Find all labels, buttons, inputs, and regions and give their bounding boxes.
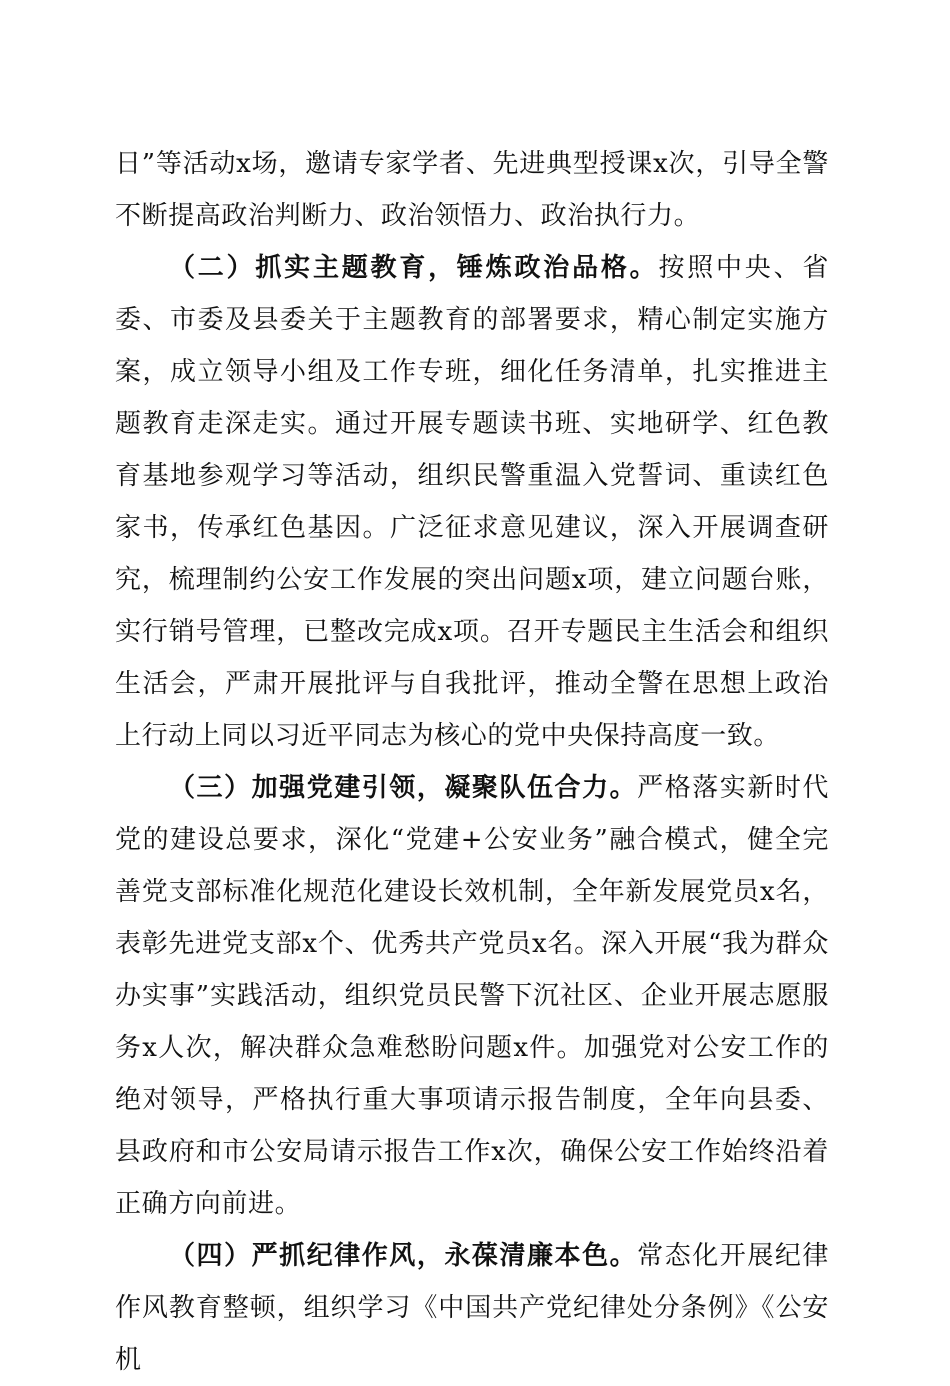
paragraph-section-3 (115, 762, 829, 1230)
section-4-text: 常态化开展纪律作风教育整顿，组织学习《中国共产党纪律处分条例》《公安机 (115, 1241, 830, 1375)
paragraph-section-4 (115, 1230, 829, 1386)
section-2-heading: （二）抓实主题教育，锤炼政治品格。 (169, 253, 659, 283)
document-body (115, 138, 829, 1386)
section-2-text: 按照中央、省委、市委及县委关于主题教育的部署要求，精心制定实施方案，成立领导小组及工作专班，细化任务清单，扎实推进主题教育走深走实。通过开展专题读书班、实地研学、红色教育基地参观学习等活动，组织民警重温入党誓词、重读红色家书，传承红色基因。广泛征求意见建议，深入开展调查研究，梳理制约公安工作发展的突出问题x项，建立问题台账，实行销号管理，已整改完成x项。召开专题民主生活会和组织生活会，严肃开展批评与自我批评，推动全警在思想上政治上行动上同以习近平同志为核心的党中央保持高度一致。 (115, 253, 829, 751)
paragraph-1-text: 日”等活动x场，邀请专家学者、先进典型授课x次，引导全警不断提高政治判断力、政治领悟力、政治执行力。 (115, 149, 829, 231)
paragraph-continuation (115, 138, 829, 242)
paragraph-section-2 (115, 242, 829, 762)
section-3-text: 严格落实新时代党的建设总要求，深化“党建+公安业务”融合模式，健全完善党支部标准化规范化建设长效机制，全年新发展党员x名，表彰先进党支部x个、优秀共产党员x名。深入开展“我为群众办实事”实践活动，组织党员民警下沉社区、企业开展志愿服务x人次，解决群众急难愁盼问题x件。加强党对公安工作的绝对领导，严格执行重大事项请示报告制度，全年向县委、县政府和市公安局请示报告工作x次，确保公安工作始终沿着正确方向前进。 (115, 773, 830, 1219)
section-3-heading: （三）加强党建引领，凝聚队伍合力。 (169, 773, 638, 803)
section-4-heading: （四）严抓纪律作风，永葆清廉本色。 (169, 1241, 638, 1271)
